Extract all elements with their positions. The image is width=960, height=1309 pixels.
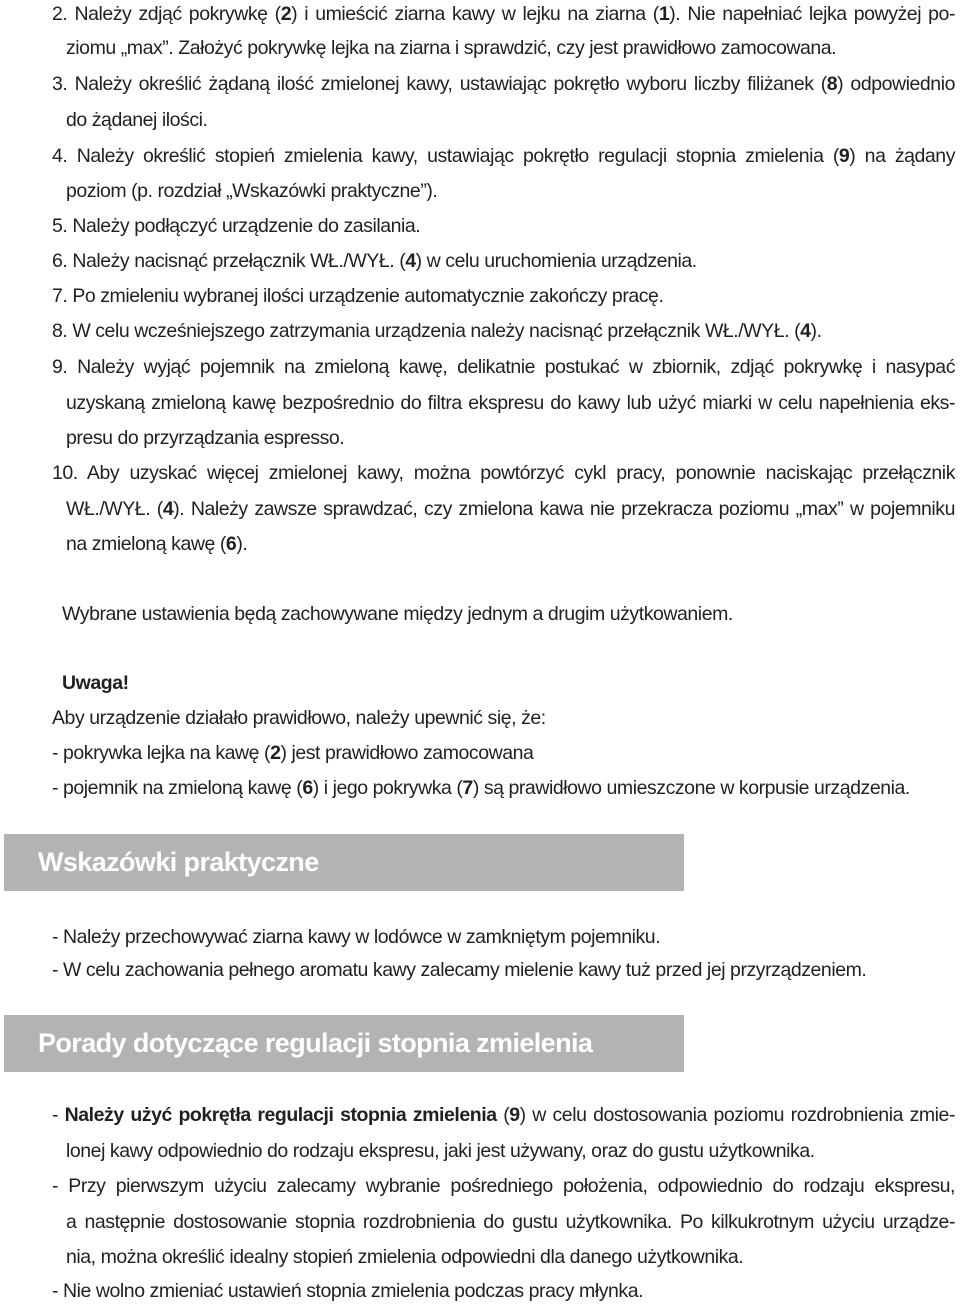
warning-item-2: - pojemnik na zmieloną kawę (6) i jego pokrywka (7) są prawidłowo umieszczone w korpusie urządzenia.: [52, 777, 910, 799]
grind-item-1-line-1: - Należy użyć pokrętła regulacji stopnia zmielenia (9) w celu dostosowania poziomu rozdrobnienia zmie-: [52, 1104, 955, 1126]
step-10-line-1: 10. Aby uzyskać więcej zmielonej kawy, można powtórzyć cykl pracy, ponownie naciskając przełącznik: [52, 462, 955, 484]
tips-item-2: - W celu zachowania pełnego aromatu kawy zalecamy mielenie kawy tuż przed jej przyrządzeniem.: [52, 959, 867, 981]
step-9-line-2: uzyskaną zmieloną kawę bezpośrednio do filtra ekspresu do kawy lub użyć miarki w celu napełnienia eks-: [66, 392, 955, 414]
step-10-line-2: WŁ./WYŁ. (4). Należy zawsze sprawdzać, czy zmielona kawa nie przekracza poziomu „max” w pojemniku: [66, 498, 956, 520]
grind-item-2-line-2: a następnie dostosowanie stopnia rozdrobnienia do gustu użytkownika. Po kilkukrotnym użyciu urządze-: [66, 1211, 955, 1233]
step-6: 6. Należy nacisnąć przełącznik WŁ./WYŁ. (4) w celu uruchomienia urządzenia.: [52, 250, 697, 272]
tips-item-1: - Należy przechowywać ziarna kawy w lodówce w zamkniętym pojemniku.: [52, 926, 661, 948]
grind-item-2-line-3: nia, można określić idealny stopień zmielenia odpowiedni dla danego użytkownika.: [66, 1246, 744, 1268]
warning-item-1: - pokrywka lejka na kawę (2) jest prawidłowo zamocowana: [52, 742, 534, 764]
grind-item-1-line-2: lonej kawy odpowiednio do rodzaju ekspresu, jaki jest używany, oraz do gustu użytkownika.: [66, 1140, 815, 1162]
step-7: 7. Po zmieleniu wybranej ilości urządzenie automatycznie zakończy pracę.: [52, 285, 664, 307]
grind-item-2-line-1: - Przy pierwszym użyciu zalecamy wybranie pośredniego położenia, odpowiednio do rodzaju ekspresu,: [52, 1175, 955, 1197]
step-4-line-1: 4. Należy określić stopień zmielenia kawy, ustawiając pokrętło regulacji stopnia zmielenia (9) na żądany: [52, 145, 956, 167]
step-4-line-2: poziom (p. rozdział „Wskazówki praktyczne”).: [66, 180, 438, 202]
warning-intro: Aby urządzenie działało prawidłowo, należy upewnić się, że:: [52, 707, 546, 729]
step-3-line-2: do żądanej ilości.: [66, 109, 208, 131]
step-5: 5. Należy podłączyć urządzenie do zasilania.: [52, 215, 421, 237]
step-9-line-1: 9. Należy wyjąć pojemnik na zmieloną kawę, delikatnie postukać w zbiornik, zdjąć pokrywkę i nasypać: [52, 356, 955, 378]
tips-heading: Wskazówki praktyczne: [38, 847, 319, 877]
step-3-line-1: 3. Należy określić żądaną ilość zmielonej kawy, ustawiając pokrętło wyboru liczby filiżanek (8) odpowiednio: [52, 73, 955, 95]
grind-heading: Porady dotyczące regulacji stopnia zmielenia: [38, 1028, 593, 1058]
grind-item-3: - Nie wolno zmieniać ustawień stopnia zmielenia podczas pracy młynka.: [52, 1280, 644, 1302]
settings-note: Wybrane ustawienia będą zachowywane między jednym a drugim użytkowaniem.: [62, 603, 733, 625]
step-8: 8. W celu wcześniejszego zatrzymania urządzenia należy nacisnąć przełącznik WŁ./WYŁ. (4).: [52, 320, 822, 342]
warning-title: Uwaga!: [62, 672, 129, 694]
step-10-line-3: na zmieloną kawę (6).: [66, 533, 248, 555]
step-9-line-3: presu do przyrządzania espresso.: [66, 427, 345, 449]
step-2-line-1: 2. Należy zdjąć pokrywkę (2) i umieścić ziarna kawy w lejku na ziarna (1). Nie napełniać lejka powyżej po-: [52, 3, 955, 25]
step-2-line-2: ziomu „max”. Założyć pokrywkę lejka na ziarna i sprawdzić, czy jest prawidłowo zamocowana.: [66, 37, 837, 59]
